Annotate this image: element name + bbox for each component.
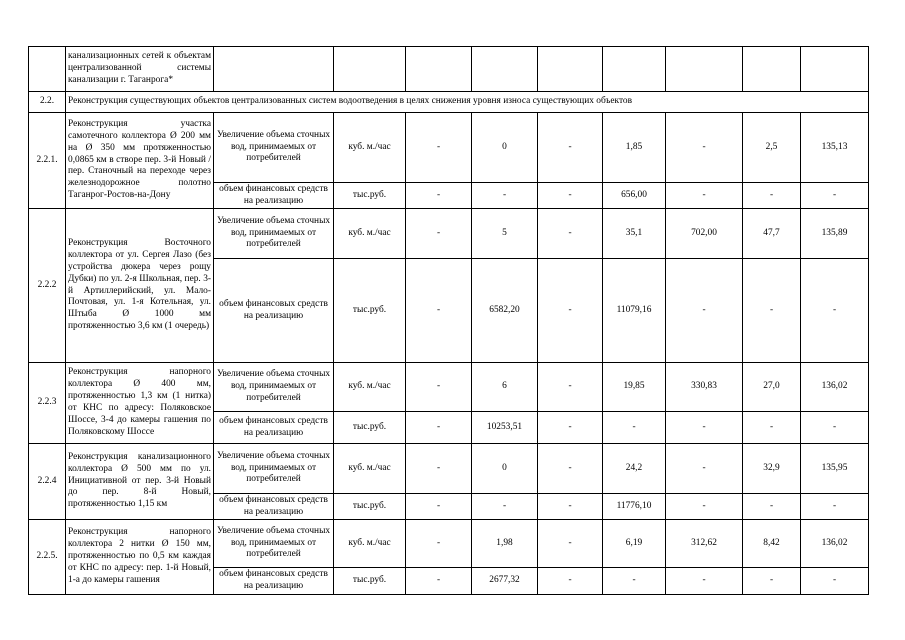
indicator-cell: объем финансовых средств на реализацию — [214, 494, 334, 520]
value-cell: - — [603, 568, 666, 595]
indicator-cell: объем финансовых средств на реализацию — [214, 412, 334, 444]
value-cell: 11079,16 — [603, 259, 666, 363]
unit-cell: куб. м./час — [334, 113, 406, 183]
indicator-cell: Увеличение объема сточных вод, принимаемых от потребителей — [214, 520, 334, 568]
value-cell: - — [406, 412, 472, 444]
value-cell: 47,7 — [743, 209, 801, 259]
value-cell: - — [666, 113, 743, 183]
unit-cell: куб. м./час — [334, 520, 406, 568]
value-cell: - — [472, 494, 538, 520]
table-row — [29, 520, 869, 568]
value-cell: - — [538, 444, 603, 494]
indicator-cell: Увеличение объема сточных вод, принимаемых от потребителей — [214, 444, 334, 494]
value-cell: 6,19 — [603, 520, 666, 568]
value-cell: - — [538, 259, 603, 363]
value-cell: 135,95 — [801, 444, 869, 494]
value-cell: 656,00 — [603, 183, 666, 209]
section-title: Реконструкция существующих объектов централизованных систем водоотведения в целях снижения уровня износа существующих объектов — [66, 92, 869, 113]
measure-description: Реконструкция Восточного коллектора от ул. Сергея Лазо (без устройства дюкера через рощу Дубки) по ул. 2-я Школьная, пер. 3-й Артиллерийский, ул. Мало-Почтовая, ул. 1-я Котельная, ул. Штыба Ø 1000 мм протяженностью 3,6 км (1 очередь) — [66, 209, 214, 363]
table-row — [29, 363, 869, 412]
empty-cell — [743, 47, 801, 92]
value-cell: - — [743, 494, 801, 520]
empty-cell — [801, 47, 869, 92]
empty-cell — [538, 47, 603, 92]
value-cell: 312,62 — [666, 520, 743, 568]
table-row — [29, 113, 869, 183]
table-row — [29, 444, 869, 494]
unit-cell: тыс.руб. — [334, 412, 406, 444]
measure-description: Реконструкция напорного коллектора 2 нитки Ø 150 мм, протяженностью по 0,5 км каждая от КНС по адресу: пер. 1-й Новый, 1-а до камеры гашения — [66, 520, 214, 595]
value-cell: - — [538, 363, 603, 412]
unit-cell: куб. м./час — [334, 444, 406, 494]
value-cell: 1,98 — [472, 520, 538, 568]
empty-cell — [406, 47, 472, 92]
value-cell: - — [743, 259, 801, 363]
value-cell: - — [801, 412, 869, 444]
value-cell: - — [743, 412, 801, 444]
value-cell: - — [801, 494, 869, 520]
measure-description: канализационных сетей к объектам централизованной системы канализации г. Таганрога* — [66, 47, 214, 92]
value-cell: - — [666, 412, 743, 444]
value-cell: - — [538, 183, 603, 209]
value-cell: 27,0 — [743, 363, 801, 412]
value-cell: 24,2 — [603, 444, 666, 494]
indicator-cell: объем финансовых средств на реализацию — [214, 259, 334, 363]
value-cell: - — [406, 113, 472, 183]
unit-cell: куб. м./час — [334, 363, 406, 412]
value-cell: - — [666, 444, 743, 494]
value-cell: - — [603, 412, 666, 444]
value-cell: 11776,10 — [603, 494, 666, 520]
value-cell: 10253,51 — [472, 412, 538, 444]
value-cell: - — [666, 183, 743, 209]
value-cell: 702,00 — [666, 209, 743, 259]
measure-description: Реконструкция участка самотечного коллектора Ø 200 мм на Ø 350 мм протяженностью 0,0865 км в створе пер. 3-й Новый /пер. Станочный на переходе через железнодорожное полотно Таганрог-Ростов-на-Дону — [66, 113, 214, 209]
value-cell: 8,42 — [743, 520, 801, 568]
value-cell: 330,83 — [666, 363, 743, 412]
value-cell: 6 — [472, 363, 538, 412]
value-cell: 5 — [472, 209, 538, 259]
value-cell: - — [801, 568, 869, 595]
unit-cell: куб. м./час — [334, 209, 406, 259]
value-cell: - — [743, 568, 801, 595]
section-row — [29, 92, 869, 113]
value-cell: 2677,32 — [472, 568, 538, 595]
indicator-cell: объем финансовых средств на реализацию — [214, 568, 334, 595]
value-cell: - — [406, 259, 472, 363]
indicator-cell: Увеличение объема сточных вод, принимаемых от потребителей — [214, 113, 334, 183]
value-cell: - — [801, 259, 869, 363]
value-cell: - — [406, 494, 472, 520]
measures-table — [28, 46, 869, 595]
item-number: 2.2.3 — [29, 363, 66, 444]
measure-description: Реконструкция напорного коллектора Ø 400 мм, протяженностью 1,3 км (1 нитка) от КНС по адресу: Поляковское Шоссе, 3-4 до камеры гашения по Поляковскому Шоссе — [66, 363, 214, 444]
indicator-cell: Увеличение объема сточных вод, принимаемых от потребителей — [214, 209, 334, 259]
measure-description: Реконструкция канализационного коллектора Ø 500 мм по ул. Инициативной от пер. 3-й Новый до пер. 8-й Новый, протяженностью 1,15 км — [66, 444, 214, 520]
value-cell: 136,02 — [801, 520, 869, 568]
empty-cell — [666, 47, 743, 92]
section-number: 2.2. — [29, 92, 66, 113]
empty-cell — [334, 47, 406, 92]
indicator-cell: объем финансовых средств на реализацию — [214, 183, 334, 209]
continuation-row — [29, 47, 869, 92]
value-cell: - — [406, 209, 472, 259]
value-cell: - — [538, 113, 603, 183]
unit-cell: тыс.руб. — [334, 568, 406, 595]
value-cell: 1,85 — [603, 113, 666, 183]
value-cell: - — [743, 183, 801, 209]
value-cell: - — [666, 259, 743, 363]
unit-cell: тыс.руб. — [334, 259, 406, 363]
value-cell: - — [666, 568, 743, 595]
value-cell: - — [538, 412, 603, 444]
indicator-cell: Увеличение объема сточных вод, принимаемых от потребителей — [214, 363, 334, 412]
value-cell: 2,5 — [743, 113, 801, 183]
value-cell: - — [666, 494, 743, 520]
value-cell: 0 — [472, 113, 538, 183]
value-cell: - — [801, 183, 869, 209]
empty-cell — [472, 47, 538, 92]
value-cell: - — [538, 494, 603, 520]
value-cell: 136,02 — [801, 363, 869, 412]
value-cell: - — [406, 183, 472, 209]
value-cell: 35,1 — [603, 209, 666, 259]
value-cell: 0 — [472, 444, 538, 494]
value-cell: - — [472, 183, 538, 209]
value-cell: 135,13 — [801, 113, 869, 183]
item-number: 2.2.4 — [29, 444, 66, 520]
value-cell: 6582,20 — [472, 259, 538, 363]
unit-cell: тыс.руб. — [334, 183, 406, 209]
item-number: 2.2.2 — [29, 209, 66, 363]
value-cell: - — [406, 363, 472, 412]
unit-cell: тыс.руб. — [334, 494, 406, 520]
value-cell: - — [406, 520, 472, 568]
value-cell: - — [406, 568, 472, 595]
item-number: 2.2.1. — [29, 113, 66, 209]
value-cell: 32,9 — [743, 444, 801, 494]
table-row — [29, 209, 869, 259]
empty-cell — [214, 47, 334, 92]
value-cell: - — [538, 568, 603, 595]
value-cell: - — [406, 444, 472, 494]
value-cell: 19,85 — [603, 363, 666, 412]
item-number: 2.2.5. — [29, 520, 66, 595]
empty-cell — [603, 47, 666, 92]
row-number — [29, 47, 66, 92]
value-cell: 135,89 — [801, 209, 869, 259]
value-cell: - — [538, 209, 603, 259]
value-cell: - — [538, 520, 603, 568]
